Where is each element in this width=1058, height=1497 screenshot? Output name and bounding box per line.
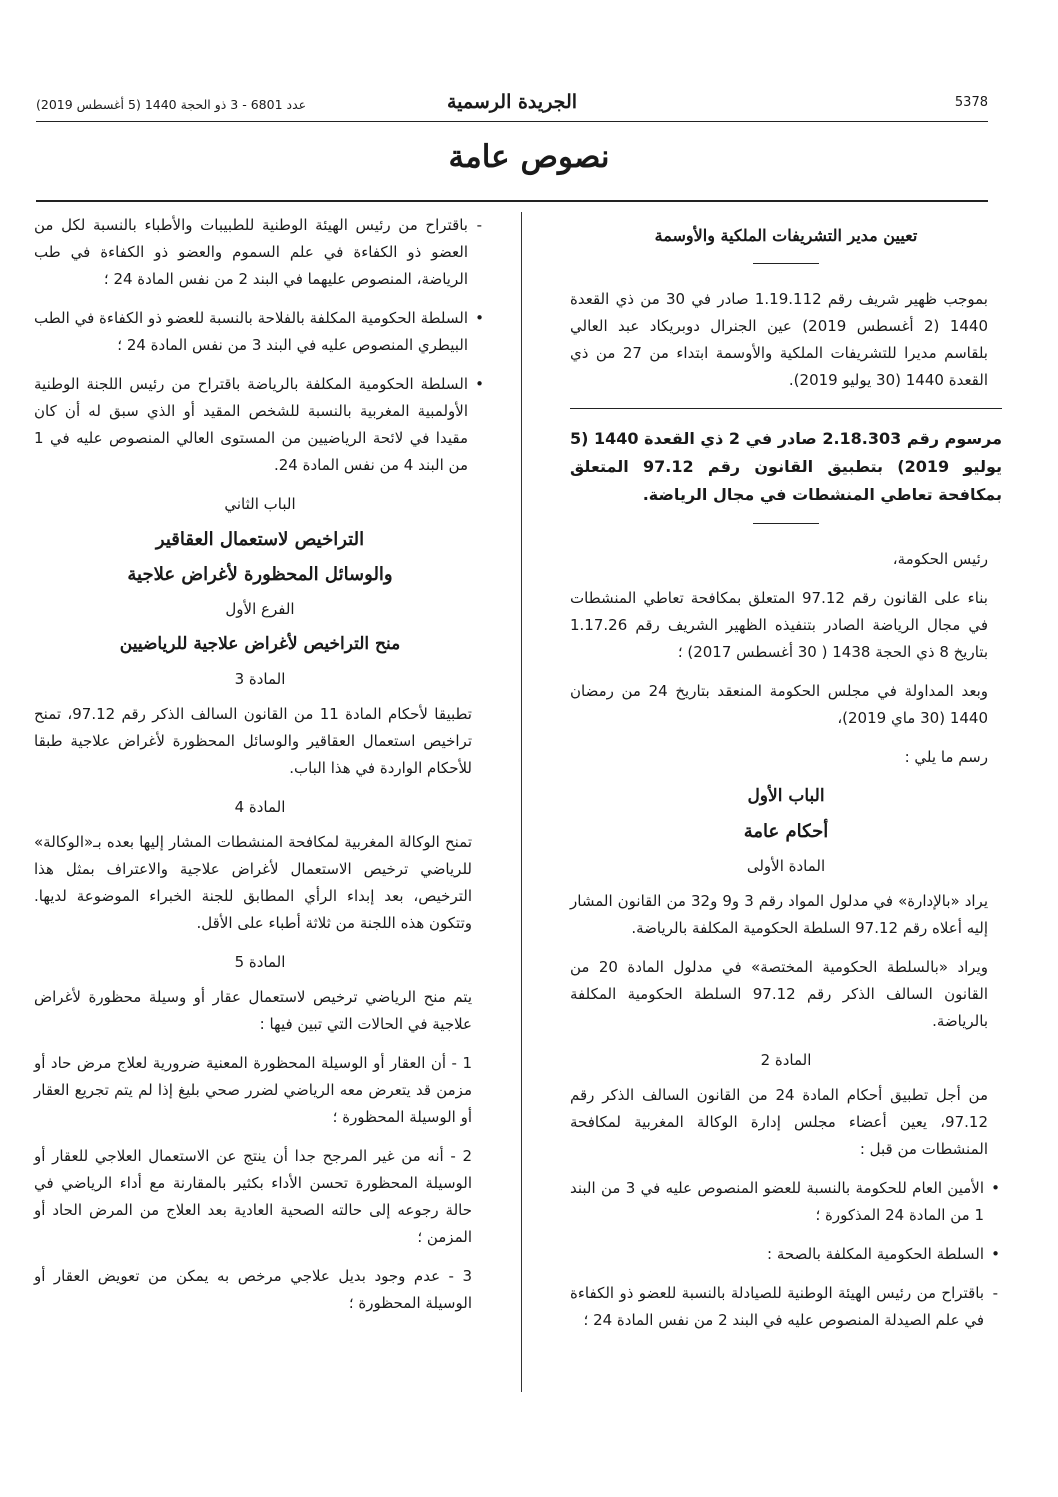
head-of-government: رئيس الحكومة، — [892, 550, 988, 568]
decrees-line: رسم ما يلي : — [904, 748, 988, 766]
section-rule — [36, 200, 988, 202]
article-5-label: المادة 5 — [234, 953, 286, 971]
appointment-text: بموجب ظهير شريف رقم 1.19.112 صادر في 30 من ذي القعدة 1440 (2 أغسطس 2019) عين الجنرال دوبريكاد عبد العالي بلقاسم مديرا للتشريفات الملكية والأوسمة ابتداء من 27 من ذي القعدة 1440 (30 يوليو 2019). — [570, 290, 988, 389]
article-4-label: المادة 4 — [234, 798, 286, 816]
preamble-1: بناء على القانون رقم 97.12 المتعلق بمكافحة تعاطي المنشطات في مجال الرياضة الصادر بتنفيذه الظهير الشريف رقم 1.17.26 بتاريخ 8 ذي الحجة 1438 ( 30 أغسطس 2017) ؛ — [570, 589, 988, 661]
article-2-label: المادة 2 — [760, 1051, 812, 1069]
article-2-bullet-4: • السلطة الحكومية المكلفة بالرياضة باقتراح من رئيس اللجنة الوطنية الأولمبية المغربية بالنسبة للشخص المقيد أو الذي سبق له أن كان مقيدا في لائحة الرياضيين من المستوى العالي المنصوص عليه في 1 من البند 4 من نفس المادة 24. — [34, 371, 486, 479]
short-divider — [753, 263, 819, 264]
chapter-1-title: أحكام عامة — [743, 821, 829, 842]
short-divider — [753, 523, 819, 524]
article-2-paragraph-1: من أجل تطبيق أحكام المادة 24 من القانون السالف الذكر رقم 97.12، يعين أعضاء مجلس إدارة الوكالة المغربية لمكافحة المنشطات من قبل : — [570, 1086, 988, 1158]
article-5-item-3: 3 - عدم وجود بديل علاجي مرخص به يمكن من تعويض العقار أو الوسيلة المحظورة ؛ — [34, 1267, 472, 1312]
section-title: نصوص عامة — [448, 139, 610, 175]
article-3-paragraph-1: تطبيقا لأحكام المادة 11 من القانون السالف الذكر رقم 97.12، تمنح تراخيص استعمال العقاقير والوسائل المحظورة لأغراض علاجية طبقا للأحكام الواردة في هذا الباب. — [34, 705, 472, 777]
article-5-item-1: 1 - أن العقار أو الوسيلة المحظورة المعنية ضرورية لعلاج مرض حاد أو مزمن قد يتعرض معه الرياضي لضرر صحي بليغ إذا لم يتم تجريع العقار أو الوسيلة المحظورة ؛ — [34, 1054, 472, 1126]
article-2-dash-1: - باقتراح من رئيس الهيئة الوطنية للصيادلة بالنسبة للعضو ذو الكفاءة في علم الصيدلة المنصوص عليه في البند 2 من نفس المادة 24 ؛ — [570, 1280, 1002, 1334]
chapter-2-title-line-1: التراخيص لاستعمال العقاقير — [155, 529, 365, 550]
article-2-bullet-2: • السلطة الحكومية المكلفة بالصحة : — [570, 1241, 1002, 1268]
chapter-1-label: الباب الأول — [747, 786, 825, 806]
article-1-label: المادة الأولى — [746, 857, 826, 875]
part-1-title: منح التراخيص لأغراض علاجية للرياضيين — [119, 634, 401, 654]
article-5-paragraph-1: يتم منح الرياضي ترخيص لاستعمال عقار أو وسيلة محظورة لأغراض علاجية في الحالات التي تبين فيها : — [34, 988, 472, 1033]
long-divider — [570, 408, 1002, 409]
right-column — [570, 212, 1002, 1346]
decree-title: مرسوم رقم 2.18.303 صادر في 2 ذي القعدة 1440 (5 يوليو 2019) بتطبيق القانون رقم 97.12 المتعلق بمكافحة تعاطي المنشطات في مجال الرياضة. — [570, 429, 1002, 504]
article-1-paragraph-1: يراد «بالإدارة» في مدلول المواد رقم 3 و9 و32 من القانون المشار إليه أعلاه رقم 97.12 السلطة الحكومية المكلفة بالرياضة. — [570, 892, 989, 937]
article-3-label: المادة 3 — [234, 670, 286, 688]
appointment-title: تعيين مدير التشريفات الملكية والأوسمة — [654, 226, 918, 245]
issue-line: عدد 6801 - 3 ذو الحجة 1440 (5 أغسطس 2019) — [36, 97, 307, 112]
article-2-bullet-1: • الأمين العام للحكومة بالنسبة للعضو المنصوص عليه في 3 من البند 1 من المادة 24 المذكورة ؛ — [570, 1175, 1002, 1229]
article-1-paragraph-2: ويراد «بالسلطة الحكومية المختصة» في مدلول المادة 20 من القانون السالف الذكر رقم 97.12 السلطة الحكومية المكلفة بالرياضة. — [570, 958, 988, 1030]
preamble-2: وبعد المداولة في مجلس الحكومة المنعقد بتاريخ 24 من رمضان 1440 (30 ماي 2019)، — [570, 682, 988, 727]
article-5-item-2: 2 - أنه من غير المرجح جدا أن ينتج عن الاستعمال العلاجي للعقار أو الوسيلة المحظورة تحسن الأداء بكثير بالمقارنة مع أداء الرياضي في حالة رجوعه إلى حالته الصحية العادية بعد العلاج من المرض الحاد أو المزمن ؛ — [34, 1147, 472, 1246]
chapter-2-title-line-2: والوسائل المحظورة لأغراض علاجية — [127, 564, 393, 585]
gazette-title: الجريدة الرسمية — [446, 91, 578, 113]
header-rule — [36, 121, 988, 122]
page-number: 5378 — [954, 95, 988, 110]
article-2-bullet-3: • السلطة الحكومية المكلفة بالفلاحة بالنسبة للعضو ذو الكفاءة في الطب البيطري المنصوص عليه في البند 3 من نفس المادة 24 ؛ — [34, 305, 486, 359]
left-column — [34, 212, 486, 1329]
article-4-paragraph-1: تمنح الوكالة المغربية لمكافحة المنشطات المشار إليها بعده بـ«الوكالة» للرياضي ترخيص الاستعمال لأغراض علاجية والاعتراف بمثل هذا الترخيص، بعد إبداء الرأي المطابق للجنة الخبراء الموضوعة لديها. وتتكون هذه اللجنة من ثلاثة أطباء على الأقل. — [34, 833, 472, 932]
part-1-label: الفرع الأول — [225, 600, 295, 618]
article-2-dash-2: - باقتراح من رئيس الهيئة الوطنية للطبيبات والأطباء بالنسبة لكل من العضو ذو الكفاءة في علم السموم والعضو ذو الكفاءة في طب الرياضة، المنصوص عليهما في البند 2 من نفس المادة 24 ؛ — [34, 212, 486, 293]
page-header — [36, 93, 988, 119]
chapter-2-label: الباب الثاني — [224, 495, 296, 513]
column-separator — [521, 212, 522, 1392]
